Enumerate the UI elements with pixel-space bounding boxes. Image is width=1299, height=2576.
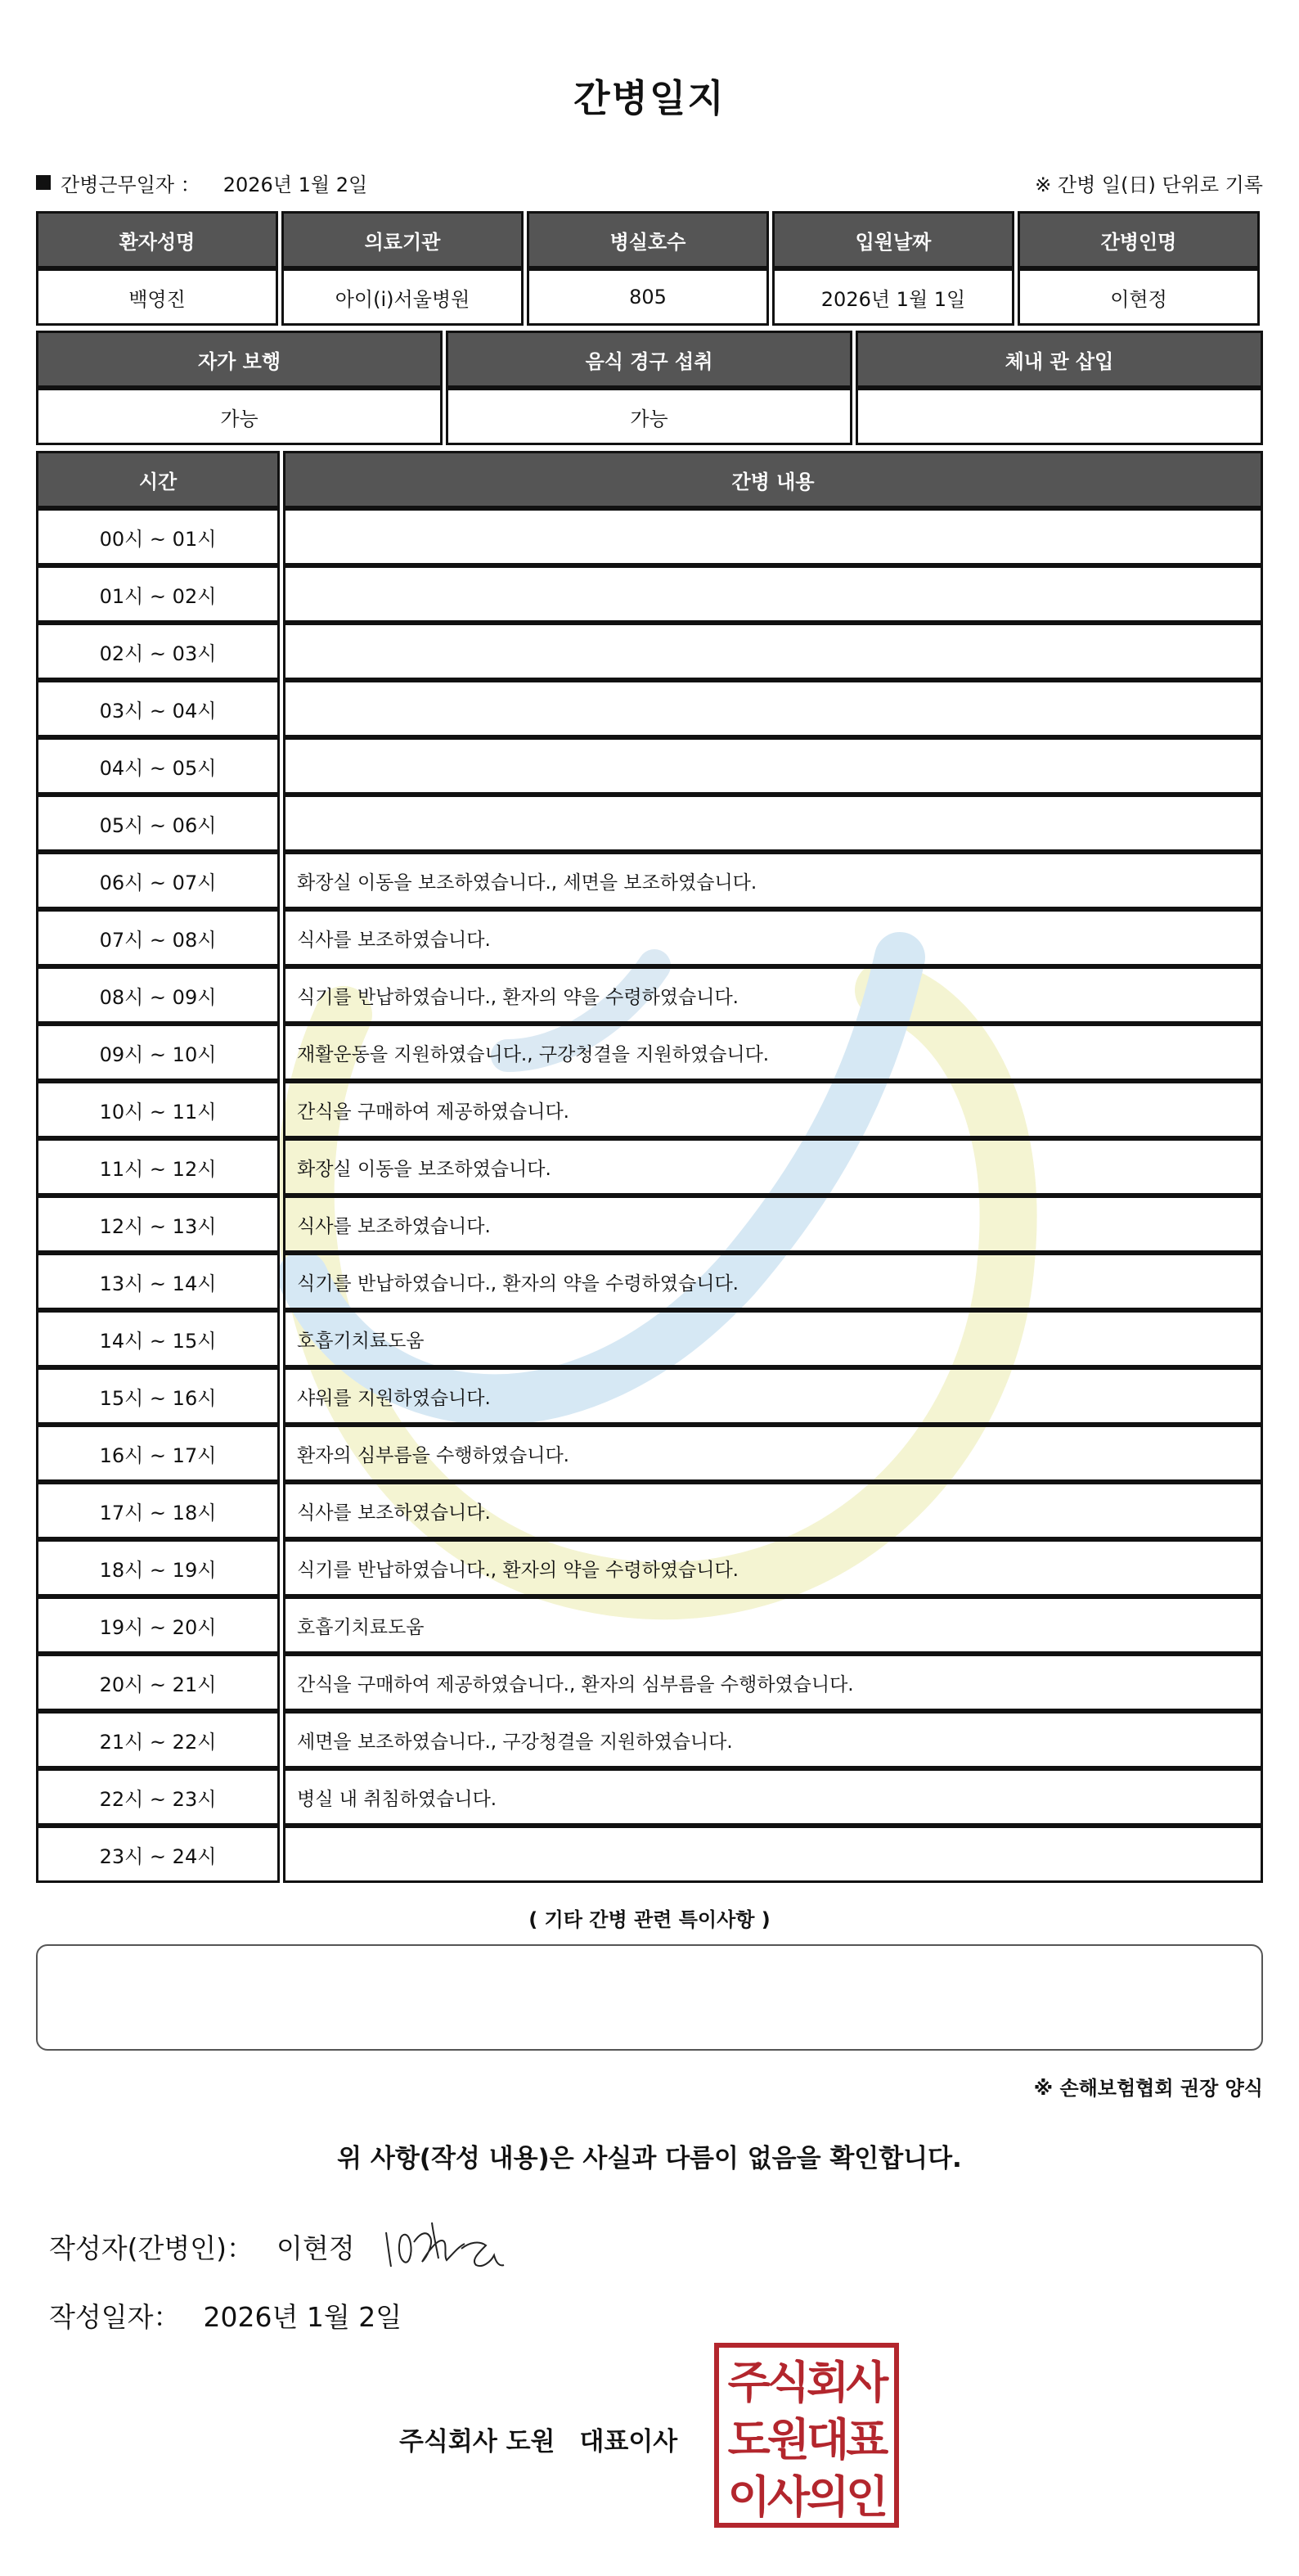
care-log-time: 05시 ~ 06시 [36, 795, 280, 852]
care-log-row [36, 1196, 1263, 1253]
care-log-content: 화장실 이동을 보조하였습니다. [283, 1138, 1263, 1196]
confirmation-statement: 위 사항(작성 내용)은 사실과 다름이 없음을 확인합니다. [337, 2144, 962, 2173]
oral-intake-value: 가능 [446, 388, 852, 445]
header-caregiver-name: 간병인명 [1018, 211, 1260, 268]
header-patient-name: 환자성명 [36, 211, 278, 268]
ceo-title: 대표이사 [579, 2427, 678, 2457]
svg-text:이사의인: 이사의인 [727, 2471, 886, 2523]
patient-info-table [36, 211, 1263, 326]
care-log-time: 16시 ~ 17시 [36, 1425, 280, 1482]
care-log-content: 재활운동을 지원하였습니다., 구강청결을 지원하였습니다. [283, 1024, 1263, 1081]
care-log-content: 호흡기치료도움 [283, 1596, 1263, 1654]
care-log-content [283, 680, 1263, 737]
care-log-time: 07시 ~ 08시 [36, 909, 280, 966]
care-log-content [283, 508, 1263, 565]
care-log-row [36, 680, 1263, 737]
care-log-content: 식사를 보조하였습니다. [283, 1196, 1263, 1253]
care-log-row [36, 1138, 1263, 1196]
care-log-content: 간식을 구매하여 제공하였습니다. [283, 1081, 1263, 1138]
patient-name: 백영진 [36, 268, 278, 326]
care-log-row [36, 1310, 1263, 1367]
care-log-row [36, 1768, 1263, 1826]
care-log-time: 06시 ~ 07시 [36, 852, 280, 909]
care-log-row [36, 565, 1263, 623]
walking-value: 가능 [36, 388, 443, 445]
care-log-row [36, 1367, 1263, 1425]
care-log-row [36, 1425, 1263, 1482]
care-log-time: 08시 ~ 09시 [36, 966, 280, 1024]
care-log-time: 04시 ~ 05시 [36, 737, 280, 795]
recommend-note: ※ 손해보험협회 권장 양식 [1033, 2077, 1263, 2100]
care-log-row [36, 966, 1263, 1024]
care-log-time: 17시 ~ 18시 [36, 1482, 280, 1539]
care-log-time: 01시 ~ 02시 [36, 565, 280, 623]
care-log-content [283, 737, 1263, 795]
written-date-value: 2026년 1월 2일 [203, 2301, 402, 2333]
care-log-time: 02시 ~ 03시 [36, 623, 280, 680]
care-log-content: 간식을 구매하여 제공하였습니다., 환자의 심부름을 수행하였습니다. [283, 1654, 1263, 1711]
header-walking: 자가 보행 [36, 331, 443, 388]
header-care-content: 간병 내용 [283, 451, 1263, 508]
svg-text:주식회사: 주식회사 [727, 2357, 886, 2408]
care-log-content: 식사를 보조하였습니다. [283, 1482, 1263, 1539]
care-log-row [36, 795, 1263, 852]
care-log-time: 11시 ~ 12시 [36, 1138, 280, 1196]
care-log-time: 13시 ~ 14시 [36, 1253, 280, 1310]
patient-status-table [36, 331, 1263, 445]
care-log-row [36, 1539, 1263, 1596]
care-log-time: 19시 ~ 20시 [36, 1596, 280, 1654]
care-log-row [36, 1253, 1263, 1310]
care-log-row [36, 1711, 1263, 1768]
company-name: 주식회사 도원 [399, 2427, 555, 2457]
company-signoff [399, 2421, 677, 2457]
care-log-row [36, 852, 1263, 909]
care-log-row [36, 1482, 1263, 1539]
care-log-content: 세면을 보조하였습니다., 구강청결을 지원하였습니다. [283, 1711, 1263, 1768]
care-log-content: 병실 내 취침하였습니다. [283, 1768, 1263, 1826]
hospital: 아이(i)서울병원 [281, 268, 524, 326]
care-log-content: 호흡기치료도움 [283, 1310, 1263, 1367]
square-bullet-icon [36, 175, 51, 190]
header-time: 시간 [36, 451, 280, 508]
care-log-content: 식기를 반납하였습니다., 환자의 약을 수령하였습니다. [283, 1539, 1263, 1596]
care-log-content: 화장실 이동을 보조하였습니다., 세면을 보조하였습니다. [283, 852, 1263, 909]
writer-name: 이현정 [276, 2232, 355, 2264]
care-log-content: 샤워를 지원하였습니다. [283, 1367, 1263, 1425]
caregiver-name: 이현정 [1018, 268, 1260, 326]
work-date [36, 169, 367, 197]
svg-text:도원대표: 도원대표 [727, 2414, 886, 2466]
care-log-time: 22시 ~ 23시 [36, 1768, 280, 1826]
writer-line [49, 2227, 355, 2266]
care-log-content [283, 795, 1263, 852]
care-log-time: 15시 ~ 16시 [36, 1367, 280, 1425]
admission-date: 2026년 1월 1일 [772, 268, 1014, 326]
care-log-row [36, 1654, 1263, 1711]
care-log-time: 10시 ~ 11시 [36, 1081, 280, 1138]
meta-row [36, 166, 1263, 199]
care-log-row [36, 909, 1263, 966]
care-log-row [36, 508, 1263, 565]
care-log-content [283, 565, 1263, 623]
writer-label: 작성자(간병인)： [49, 2232, 254, 2264]
care-log-row [36, 623, 1263, 680]
company-seal-stamp [713, 2342, 900, 2529]
care-log-time: 18시 ~ 19시 [36, 1539, 280, 1596]
room-number: 805 [527, 268, 769, 326]
written-date-label: 작성일자： [49, 2301, 181, 2333]
care-log-content [283, 1826, 1263, 1883]
header-hospital: 의료기관 [281, 211, 524, 268]
written-date-line [49, 2296, 402, 2335]
work-date-value: 2026년 1월 2일 [222, 173, 368, 196]
unit-note: ※ 간병 일(日) 단위로 기록 [1035, 173, 1263, 196]
care-log-time: 20시 ~ 21시 [36, 1654, 280, 1711]
special-notes-title: ( 기타 간병 관련 특이사항 ) [528, 1908, 771, 1931]
care-log-row [36, 1081, 1263, 1138]
header-tube-insertion: 체내 관 삽입 [856, 331, 1263, 388]
care-log-content: 식기를 반납하였습니다., 환자의 약을 수령하였습니다. [283, 966, 1263, 1024]
work-date-label: 간병근무일자 ： [61, 173, 200, 196]
care-log-content: 식기를 반납하였습니다., 환자의 약을 수령하였습니다. [283, 1253, 1263, 1310]
care-log-time: 09시 ~ 10시 [36, 1024, 280, 1081]
care-log-time: 03시 ~ 04시 [36, 680, 280, 737]
header-oral-intake: 음식 경구 섭취 [446, 331, 852, 388]
care-log-row [36, 1826, 1263, 1883]
care-log-row [36, 1596, 1263, 1654]
header-room-number: 병실호수 [527, 211, 769, 268]
care-log-body [36, 508, 1263, 1883]
care-log-content [283, 623, 1263, 680]
care-log-table [36, 451, 1263, 1883]
care-log-row [36, 737, 1263, 795]
care-log-content: 환자의 심부름을 수행하였습니다. [283, 1425, 1263, 1482]
care-log-time: 12시 ~ 13시 [36, 1196, 280, 1253]
care-log-time: 23시 ~ 24시 [36, 1826, 280, 1883]
page-title: 간병일지 [573, 76, 726, 120]
care-log-time: 14시 ~ 15시 [36, 1310, 280, 1367]
care-log-time: 21시 ~ 22시 [36, 1711, 280, 1768]
tube-insertion-value [856, 388, 1263, 445]
signature-image [380, 2208, 519, 2275]
care-log-time: 00시 ~ 01시 [36, 508, 280, 565]
care-log-content: 식사를 보조하였습니다. [283, 909, 1263, 966]
care-log-row [36, 1024, 1263, 1081]
special-notes-box [36, 1944, 1263, 2051]
header-admission-date: 입원날짜 [772, 211, 1014, 268]
